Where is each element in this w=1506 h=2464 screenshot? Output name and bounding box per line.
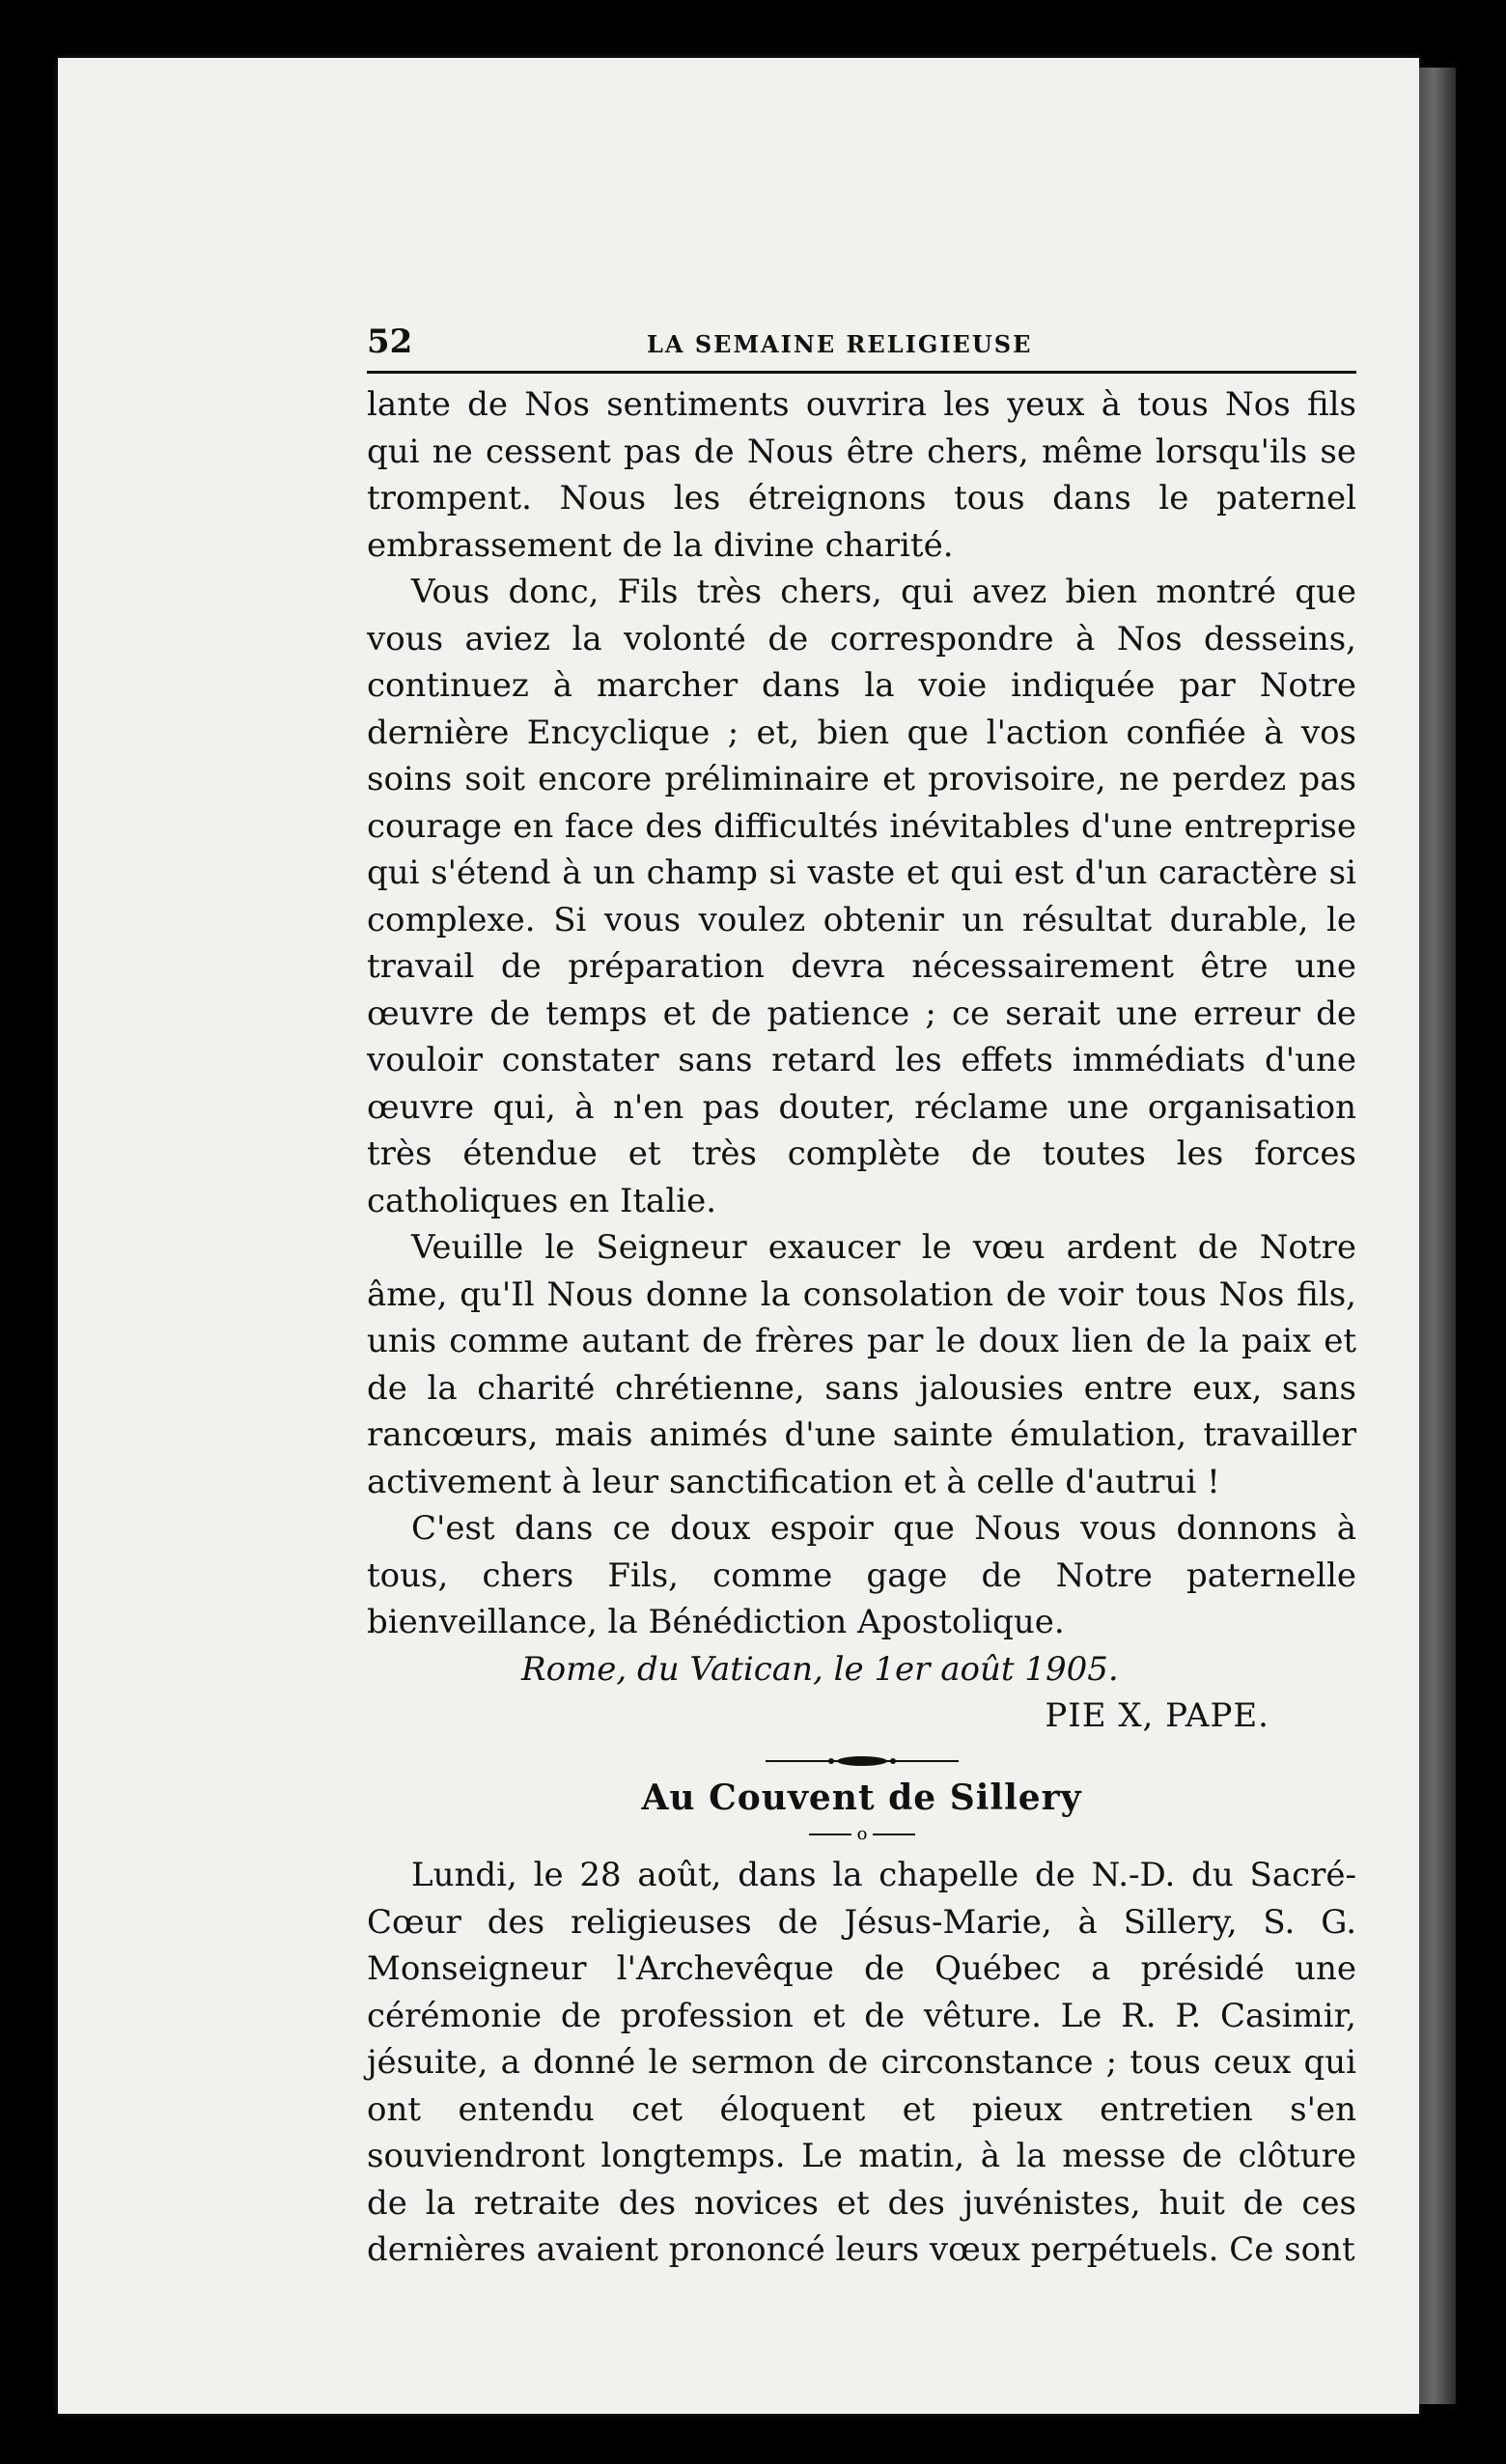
letter-dateline: Rome, du Vatican, le 1er août 1905. — [521, 1649, 1119, 1689]
journal-title: LA SEMAINE RELIGIEUSE — [647, 330, 1033, 358]
letter-paragraph-4: C'est dans ce doux espoir que Nous vous donnons à tous, chers Fils, comme gage de Notre paternelle bienveillance, la Bénédiction Apostolique. — [367, 1509, 1356, 1641]
letter-paragraph-3: Veuille le Seigneur exaucer le vœu ardent de Notre âme, qu'Il Nous donne la consolation de voir tous Nos fils, unis comme autant de frères par le doux lien de la paix et de la charité chrétienne, sans jalousies entre eux, sans rancœurs, mais animés d'une sainte émulation, travailler activement à leur sanctification et à celle d'autrui ! — [367, 1228, 1356, 1501]
running-head — [367, 319, 1356, 365]
page-number: 52 — [367, 322, 413, 361]
small-rule-lines — [809, 1825, 915, 1842]
page-shadow-edge — [1419, 68, 1456, 2404]
letter-signature: PIE X, PAPE. — [1045, 1696, 1269, 1735]
letter-paragraph-2: Vous donc, Fils très chers, qui avez bien montré que vous aviez la volonté de correspondre à Nos desseins, continuez à marcher dans la voie indiquée par Notre dernière Encyclique ; et, bien que l'action confiée à vos soins soit encore préliminaire et provisoire, ne perdez pas courage en face des difficultés inévitables d'une entreprise qui s'étend à un champ si vaste et qui est d'un caractère si complexe. Si vous voulez obtenir un résultat durable, le travail de préparation devra nécessairement être une œuvre de temps et de patience ; ce serait une erreur de vouloir constater sans retard les effets immédiats d'une œuvre qui, à n'en pas douter, réclame une organisation très étendue et très complète de toutes les forces catholiques en Italie. — [367, 573, 1356, 1220]
ornament-icon — [766, 1753, 959, 1769]
small-rule-mark: o — [856, 1825, 867, 1842]
article-title: Au Couvent de Sillery — [641, 1777, 1082, 1818]
letter-paragraph-1: lante de Nos sentiments ouvrira les yeux à tous Nos fils qui ne cessent pas de Nous être chers, même lorsqu'ils se trompent. Nous les étreignons tous dans le paternel embrassement de la divine charité. — [367, 385, 1356, 565]
header-rule — [367, 371, 1356, 374]
article-paragraph: Lundi, le 28 août, dans la chapelle de N.-D. du Sacré-Cœur des religieuses de Jésus-Marie, à Sillery, S. G. Monseigneur l'Archevêque de Québec a présidé une cérémonie de profession et de vêture. Le R. P. Casimir, jésuite, a donné le sermon de circonstance ; tous ceux qui ont entendu cet éloquent et pieux entretien s'en souviendront longtemps. Le matin, à la messe de clôture de la retraite des novices et des juvénistes, huit de ces dernières avaient prononcé leurs vœux perpétuels. Ce sont — [367, 1856, 1356, 2269]
article-title-rule — [367, 1825, 1356, 1842]
book-page — [58, 58, 1419, 2414]
section-divider-ornament — [367, 1753, 1356, 1769]
page-content — [367, 319, 1356, 2274]
